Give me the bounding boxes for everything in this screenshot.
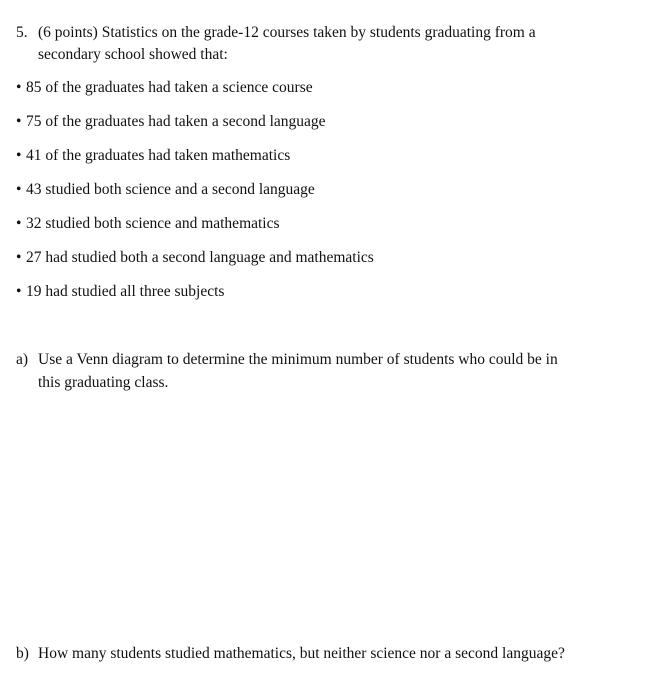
- question-line-1: [16, 22, 616, 44]
- fact-text: 19 had studied all three subjects: [26, 283, 225, 300]
- question-intro-text: (6 points) Statistics on the grade-12 courses taken by students graduating from a: [38, 24, 536, 41]
- question-intro-continuation: secondary school showed that:: [38, 46, 228, 63]
- fact-text: 85 of the graduates had taken a science course: [26, 79, 313, 96]
- list-item: [16, 214, 374, 248]
- list-item: [16, 180, 374, 214]
- part-a-continuation: this graduating class.: [38, 374, 169, 391]
- fact-text: 75 of the graduates had taken a second language: [26, 113, 326, 130]
- part-a-label: a): [16, 351, 29, 368]
- part-a-text: Use a Venn diagram to determine the minimum number of students who could be in: [38, 351, 558, 368]
- bullet-icon: •: [16, 79, 22, 96]
- bullet-icon: •: [16, 283, 22, 300]
- bullet-icon: •: [16, 147, 22, 164]
- part-b: [16, 642, 616, 665]
- bullet-icon: •: [16, 249, 22, 266]
- list-item: [16, 282, 374, 316]
- part-b-label: b): [16, 645, 29, 662]
- list-item: [16, 78, 374, 112]
- bullet-icon: •: [16, 181, 22, 198]
- facts-list: [16, 78, 374, 316]
- question-number: 5.: [16, 24, 28, 41]
- bullet-icon: •: [16, 113, 22, 130]
- part-a: [16, 348, 616, 394]
- part-b-text: How many students studied mathematics, but neither science nor a second language?: [38, 645, 565, 662]
- question-header: [16, 22, 616, 66]
- fact-text: 43 studied both science and a second language: [26, 181, 315, 198]
- fact-text: 27 had studied both a second language and mathematics: [26, 249, 374, 266]
- list-item: [16, 112, 374, 146]
- fact-text: 41 of the graduates had taken mathematics: [26, 147, 291, 164]
- fact-text: 32 studied both science and mathematics: [26, 215, 280, 232]
- list-item: [16, 248, 374, 282]
- bullet-icon: •: [16, 215, 22, 232]
- list-item: [16, 146, 374, 180]
